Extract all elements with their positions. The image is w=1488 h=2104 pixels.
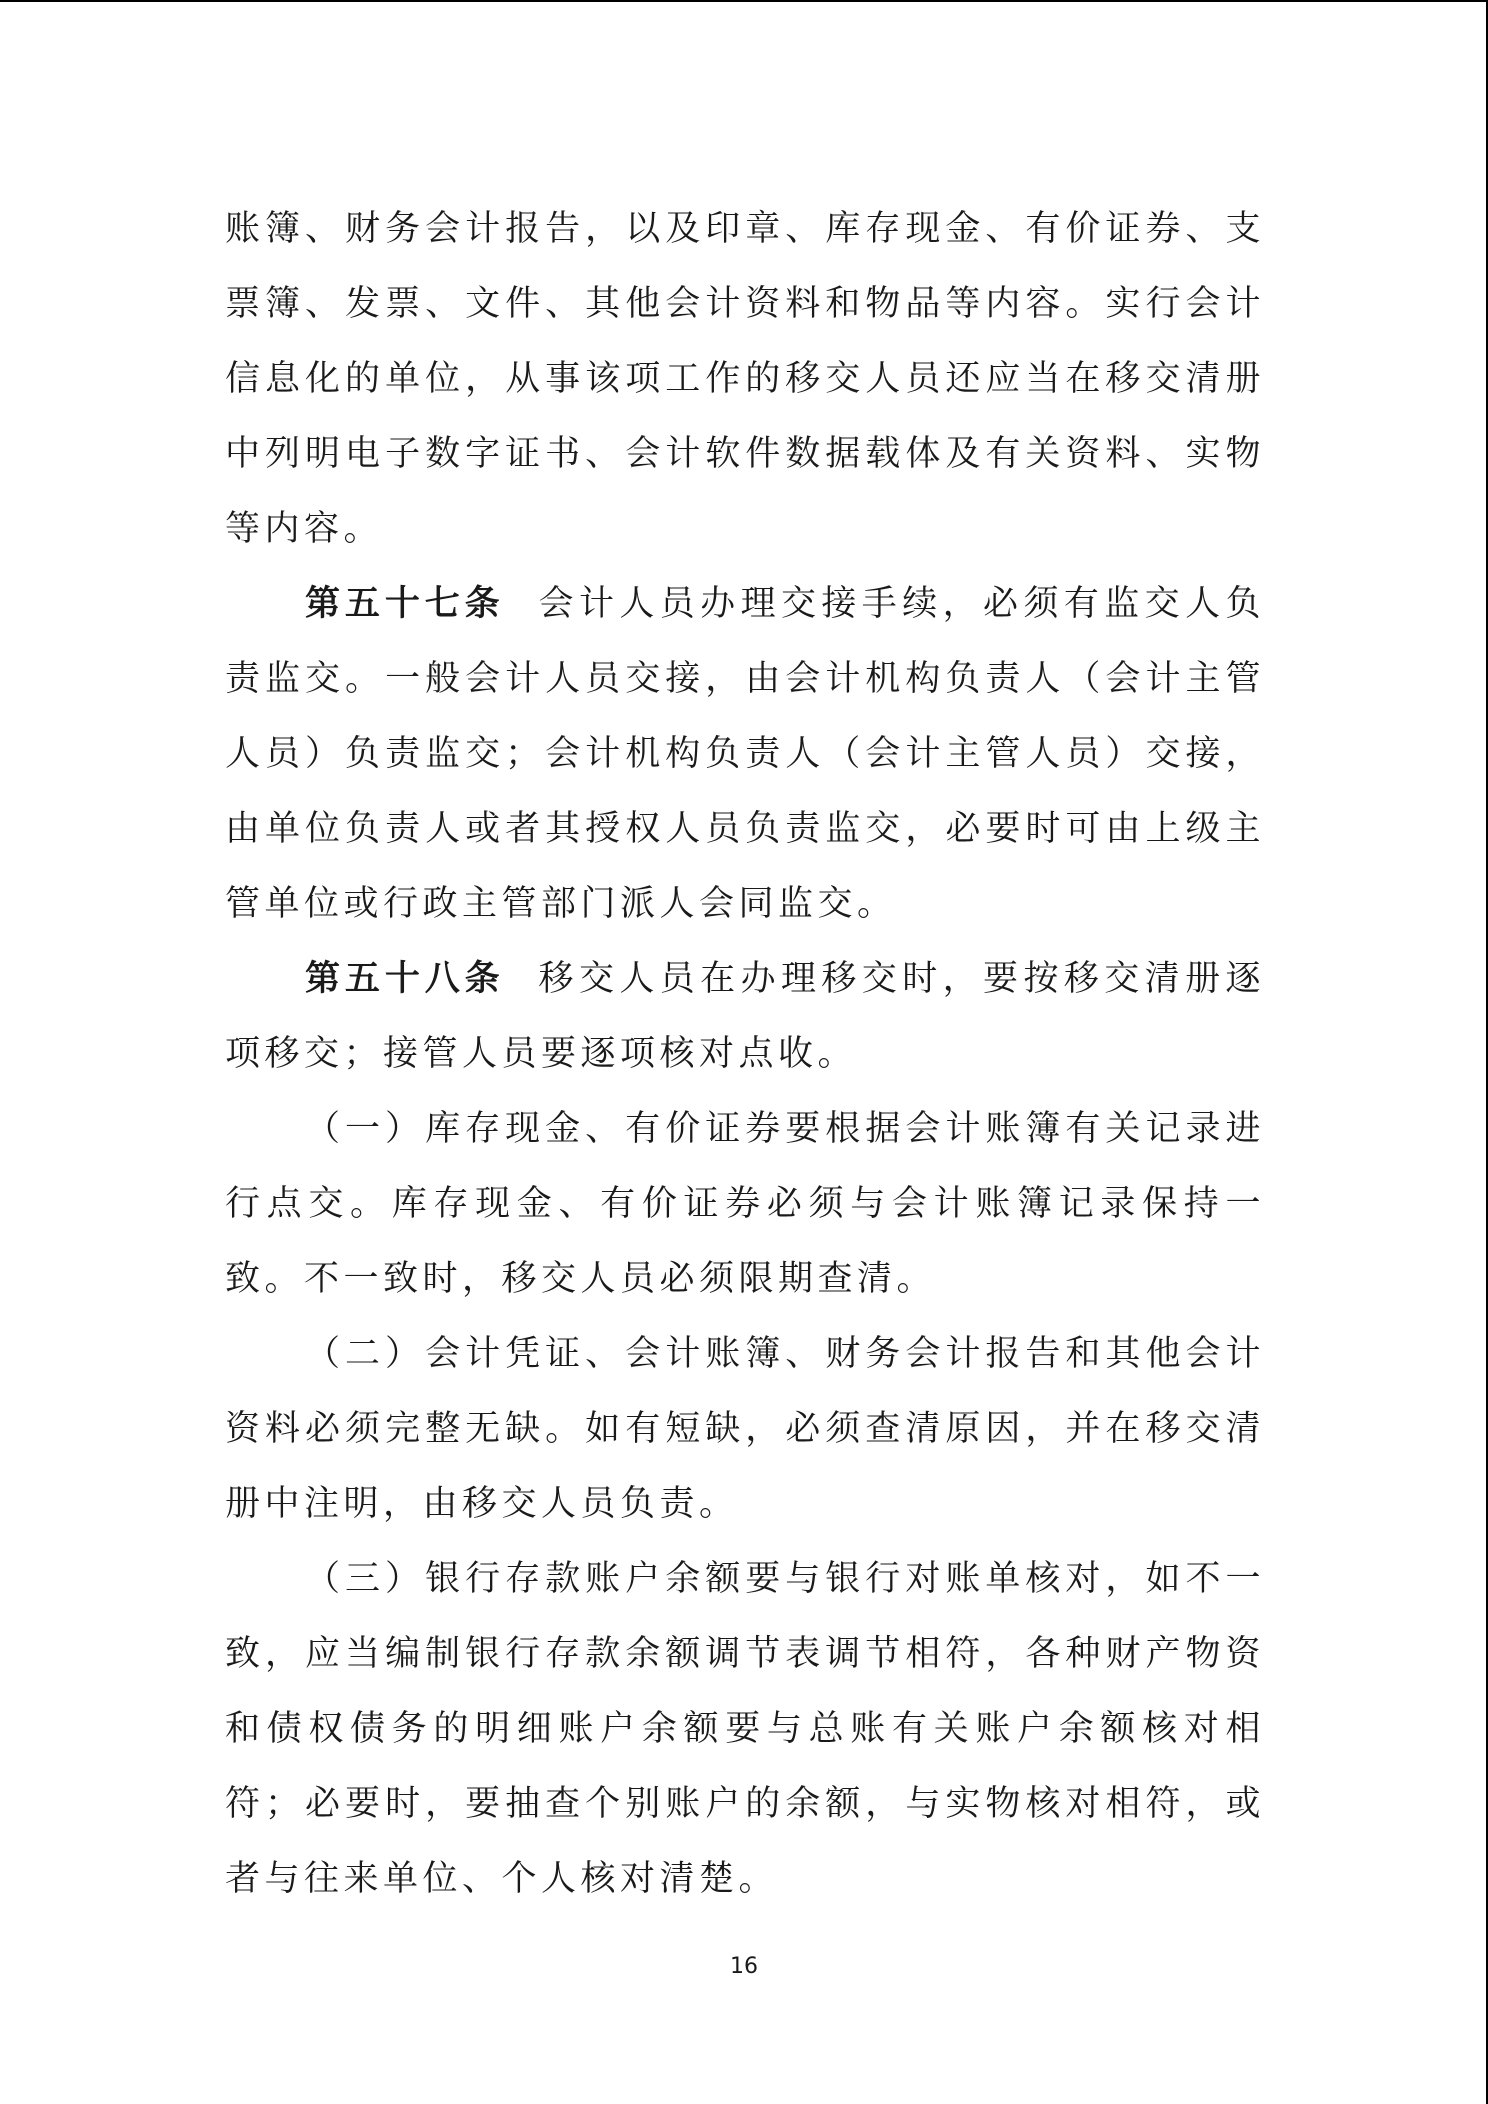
paragraph-text: 会计人员办理交接手续，必须有监交人负责监交。一般会计人员交接，由会计机构负责人（会计主管人员）负责监交；会计机构负责人（会计主管人员）交接，由单位负责人或者其授权人员负责监交，必要时可由上级主管单位或行政主管部门派人会同监交。 (225, 584, 1265, 924)
article-57-paragraph (225, 567, 1265, 942)
paragraph-text: 账簿、财务会计报告，以及印章、库存现金、有价证券、支票簿、发票、文件、其他会计资料和物品等内容。实行会计信息化的单位，从事该项工作的移交人员还应当在移交清册中列明电子数字证书、会计软件数据载体及有关资料、实物等内容。 (225, 209, 1265, 549)
article-58-paragraph (225, 942, 1265, 1092)
item-2-paragraph (225, 1317, 1265, 1542)
paragraph-continuation (225, 192, 1265, 567)
item-3-paragraph (225, 1542, 1265, 1917)
document-body (225, 192, 1265, 1917)
paragraph-text: （一）库存现金、有价证券要根据会计账簿有关记录进行点交。库存现金、有价证券必须与会计账簿记录保持一致。不一致时，移交人员必须限期查清。 (225, 1109, 1265, 1299)
page-number: 16 (730, 1954, 758, 1979)
article-57-title: 第五十七条 (305, 584, 505, 624)
paragraph-text: 移交人员在办理移交时，要按移交清册逐项移交；接管人员要逐项核对点收。 (225, 959, 1265, 1074)
paragraph-text: （三）银行存款账户余额要与银行对账单核对，如不一致，应当编制银行存款余额调节表调节相符，各种财产物资和债权债务的明细账户余额要与总账有关账户余额核对相符；必要时，要抽查个别账户的余额，与实物核对相符，或者与往来单位、个人核对清楚。 (225, 1559, 1265, 1899)
paragraph-text: （二）会计凭证、会计账簿、财务会计报告和其他会计资料必须完整无缺。如有短缺，必须查清原因，并在移交清册中注明，由移交人员负责。 (225, 1334, 1265, 1524)
item-1-paragraph (225, 1092, 1265, 1317)
article-58-title: 第五十八条 (305, 959, 505, 999)
